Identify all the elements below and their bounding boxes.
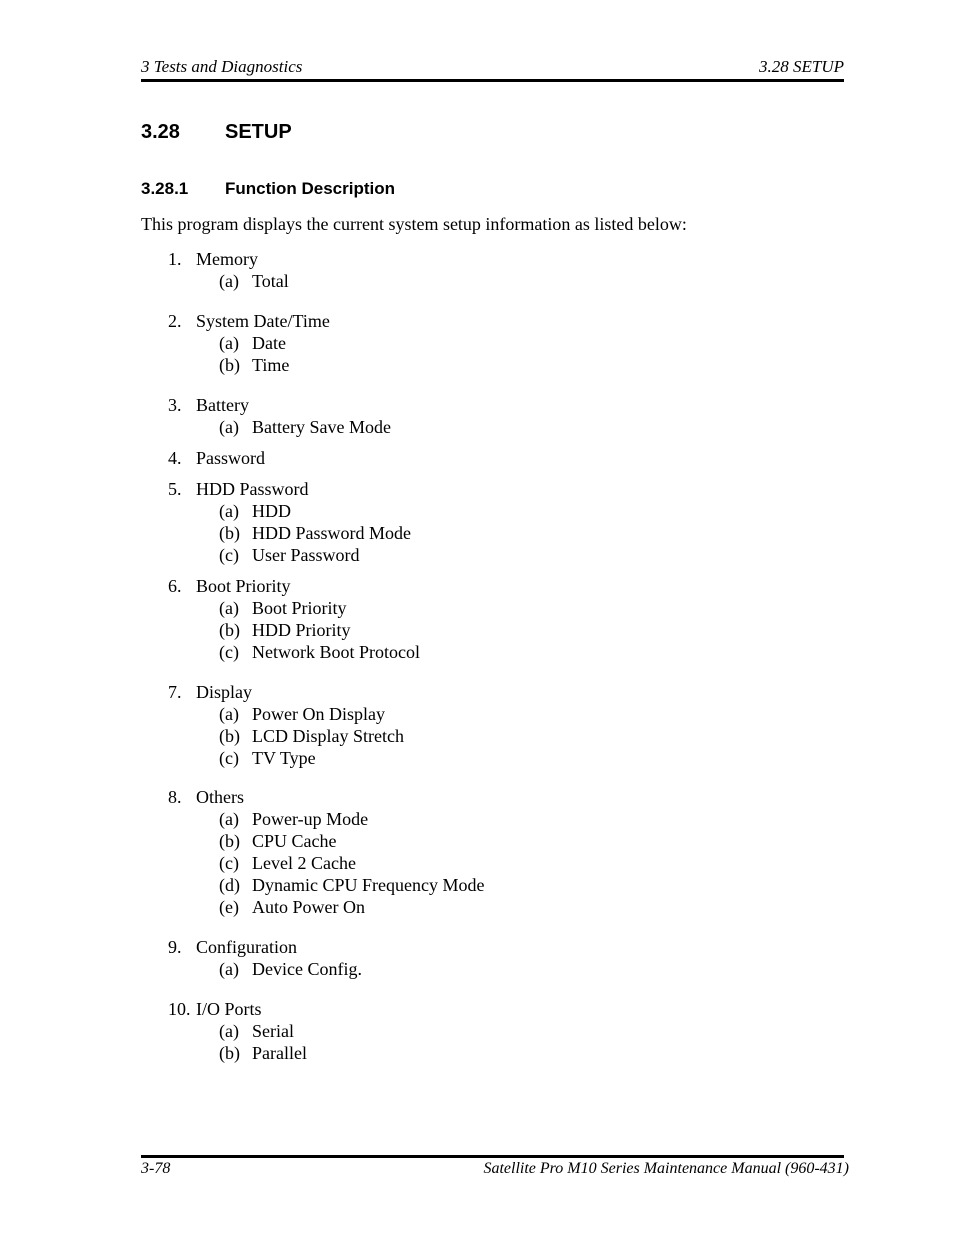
list-item-label: Configuration	[196, 937, 297, 957]
list-item-label: Display	[196, 682, 252, 702]
header-section: 3.28 SETUP	[759, 57, 844, 76]
sub-list-item-label: HDD Password Mode	[252, 523, 411, 543]
sub-list-item-letter: (a)	[219, 271, 239, 291]
page-number: 3-78	[141, 1160, 171, 1177]
sub-list-item-label: HDD Priority	[252, 620, 351, 640]
sub-list-item-letter: (b)	[219, 726, 240, 746]
list-item-label: System Date/Time	[196, 311, 330, 331]
sub-list-item-label: Auto Power On	[252, 897, 365, 917]
sub-list-item-label: Level 2 Cache	[252, 853, 356, 873]
sub-list-item-letter: (b)	[219, 523, 240, 543]
list-item-label: HDD Password	[196, 479, 309, 499]
section-title: SETUP	[225, 121, 292, 143]
list-item-label: I/O Ports	[196, 999, 262, 1019]
list-item-number: 6.	[168, 576, 182, 596]
sub-list-item-letter: (a)	[219, 809, 239, 829]
list-item-number: 4.	[168, 448, 182, 468]
sub-list-item-label: LCD Display Stretch	[252, 726, 404, 746]
sub-list-item-label: Boot Priority	[252, 598, 347, 618]
sub-list-item-letter: (e)	[219, 897, 239, 917]
list-item-number: 9.	[168, 937, 182, 957]
list-item-number: 3.	[168, 395, 182, 415]
sub-list-item-letter: (a)	[219, 598, 239, 618]
section-number: 3.28	[141, 121, 180, 143]
sub-list-item-label: Device Config.	[252, 959, 362, 979]
section-heading	[141, 119, 292, 145]
list-item-number: 7.	[168, 682, 182, 702]
list-item-number: 10.	[168, 999, 191, 1019]
subsection-number: 3.28.1	[141, 179, 189, 198]
sub-list-item-letter: (b)	[219, 355, 240, 375]
sub-list-item-label: Total	[252, 271, 289, 291]
sub-list-item-label: Serial	[252, 1021, 294, 1041]
intro-paragraph: This program displays the current system setup information as listed below:	[141, 214, 687, 234]
list-item-number: 5.	[168, 479, 182, 499]
list-item-label: Others	[196, 787, 244, 807]
header-rule	[141, 79, 844, 82]
list-item-label: Battery	[196, 395, 249, 415]
list-item-label: Boot Priority	[196, 576, 291, 596]
sub-list-item-label: CPU Cache	[252, 831, 337, 851]
sub-list-item-label: Dynamic CPU Frequency Mode	[252, 875, 485, 895]
list-item-label: Memory	[196, 249, 258, 269]
list-item-number: 8.	[168, 787, 182, 807]
header-chapter: 3 Tests and Diagnostics	[141, 57, 303, 76]
sub-list-item-label: Power On Display	[252, 704, 385, 724]
sub-list-item-letter: (a)	[219, 417, 239, 437]
list-item-label: Password	[196, 448, 266, 468]
sub-list-item-label: Date	[252, 333, 286, 353]
sub-list-item-letter: (a)	[219, 501, 239, 521]
sub-list-item-letter: (c)	[219, 748, 239, 768]
sub-list-item-letter: (b)	[219, 831, 240, 851]
manual-title: Satellite Pro M10 Series Maintenance Manual (960-431)	[483, 1160, 849, 1177]
sub-list-item-label: HDD	[252, 501, 291, 521]
sub-list-item-letter: (a)	[219, 333, 239, 353]
list-item-number: 1.	[168, 249, 182, 269]
sub-list-item-label: Parallel	[252, 1043, 307, 1063]
sub-list-item-label: Power-up Mode	[252, 809, 369, 829]
footer-rule	[141, 1155, 844, 1158]
sub-list-item-letter: (a)	[219, 959, 239, 979]
subsection-title: Function Description	[225, 179, 395, 198]
sub-list-item-label: Network Boot Protocol	[252, 642, 420, 662]
list-item-number: 2.	[168, 311, 182, 331]
sub-list-item-label: Battery Save Mode	[252, 417, 391, 437]
sub-list-item-letter: (c)	[219, 642, 239, 662]
sub-list-item-letter: (c)	[219, 853, 239, 873]
sub-list-item-letter: (b)	[219, 1043, 240, 1063]
sub-list-item-letter: (b)	[219, 620, 240, 640]
sub-list-item-letter: (c)	[219, 545, 239, 565]
sub-list-item-letter: (a)	[219, 704, 239, 724]
subsection-heading	[141, 178, 395, 200]
sub-list-item-label: Time	[252, 355, 290, 375]
sub-list-item-label: TV Type	[252, 748, 316, 768]
sub-list-item-letter: (d)	[219, 875, 240, 895]
sub-list-item-letter: (a)	[219, 1021, 239, 1041]
sub-list-item-label: User Password	[252, 545, 360, 565]
